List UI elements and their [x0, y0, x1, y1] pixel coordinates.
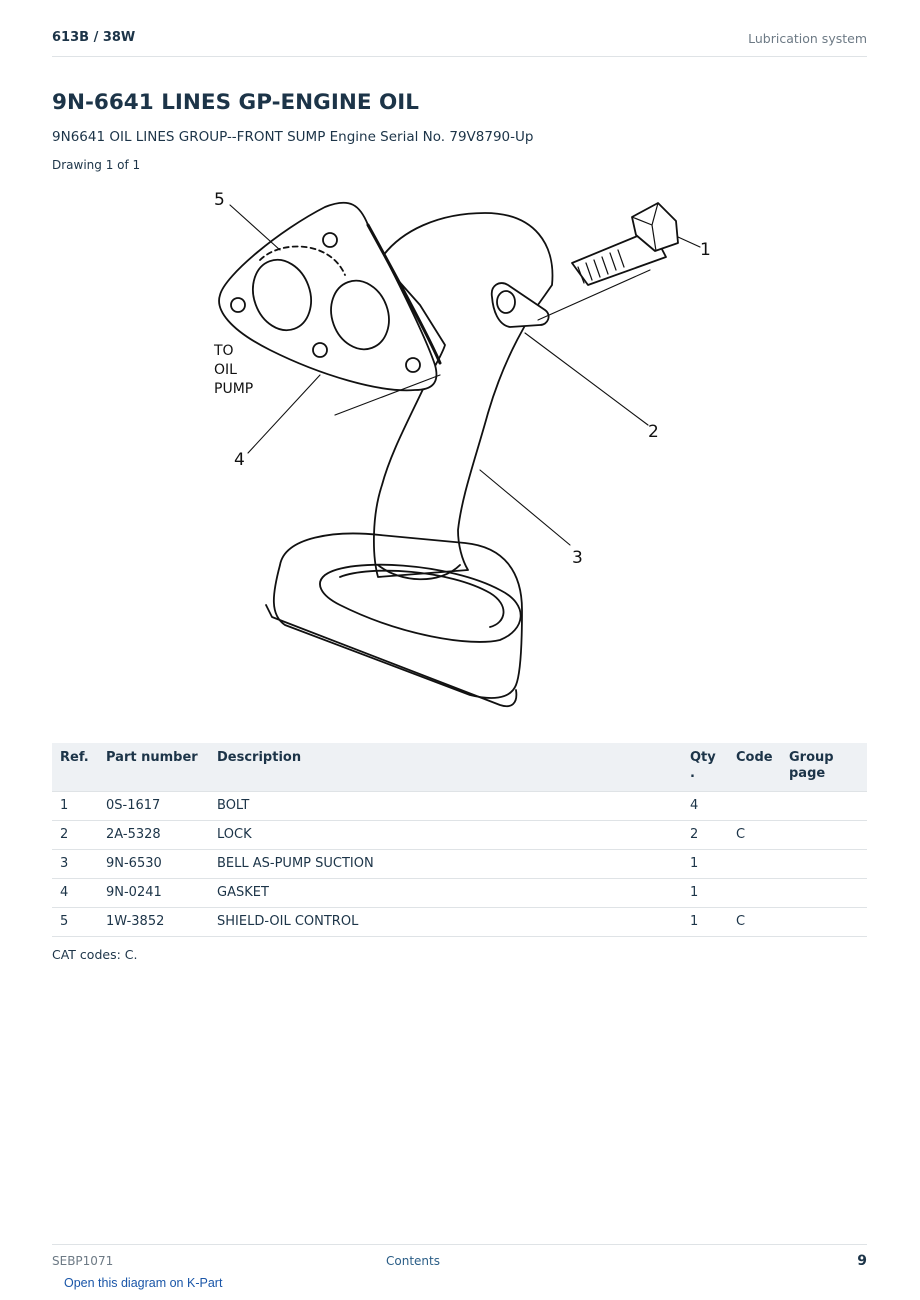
- elbow-tube-shape: [374, 213, 553, 577]
- cell-code: C: [728, 908, 781, 937]
- page-footer: [52, 1244, 867, 1275]
- header-code: Code: [728, 743, 781, 792]
- cell-description: LOCK: [209, 821, 682, 850]
- cell-part-number: 1W-3852: [98, 908, 209, 937]
- header-ref: Ref.: [52, 743, 98, 792]
- cell-code: C: [728, 821, 781, 850]
- cell-description: GASKET: [209, 879, 682, 908]
- cell-part-number: 0S-1617: [98, 792, 209, 821]
- cell-qty: 1: [682, 879, 728, 908]
- cell-group-page: [781, 792, 867, 821]
- parts-diagram-illustration: [200, 185, 720, 715]
- table-row: [52, 792, 867, 821]
- cell-qty: 4: [682, 792, 728, 821]
- cell-description: BOLT: [209, 792, 682, 821]
- annotation-line-3: PUMP: [214, 381, 254, 397]
- page-header: [52, 28, 867, 57]
- cell-ref: 5: [52, 908, 98, 937]
- parts-table-header: [52, 743, 867, 792]
- header-description: Description: [209, 743, 682, 792]
- callout-3: 3: [572, 548, 583, 568]
- cell-ref: 4: [52, 879, 98, 908]
- parts-table: [52, 743, 867, 937]
- cell-part-number: 9N-0241: [98, 879, 209, 908]
- cell-group-page: [781, 879, 867, 908]
- cell-code: [728, 792, 781, 821]
- page-number: 9: [857, 1253, 867, 1269]
- cell-part-number: 9N-6530: [98, 850, 209, 879]
- annotation-line-2: OIL: [214, 362, 237, 378]
- header-group-page: Group page: [781, 743, 867, 792]
- callout-4: 4: [234, 450, 245, 470]
- cell-qty: 2: [682, 821, 728, 850]
- callout-5: 5: [214, 190, 225, 210]
- cell-group-page: [781, 850, 867, 879]
- cell-group-page: [781, 908, 867, 937]
- callout-1: 1: [700, 240, 711, 260]
- flange-hole-bottom: [313, 343, 327, 357]
- model-label: 613B / 38W: [52, 30, 136, 45]
- cell-ref: 1: [52, 792, 98, 821]
- mounting-flange: [219, 203, 436, 391]
- header-qty: Qty .: [682, 743, 728, 792]
- cell-ref: 2: [52, 821, 98, 850]
- annotation-line-1: TO: [214, 343, 234, 359]
- page-title: 9N-6641 LINES GP-ENGINE OIL: [52, 90, 419, 115]
- cell-ref: 3: [52, 850, 98, 879]
- cell-group-page: [781, 821, 867, 850]
- drawing-label: Drawing 1 of 1: [52, 158, 141, 172]
- document-number: SEBP1071: [52, 1254, 114, 1268]
- table-row: [52, 879, 867, 908]
- callout-2: 2: [648, 422, 659, 442]
- table-row: [52, 908, 867, 937]
- cell-code: [728, 879, 781, 908]
- group-subtitle: 9N6641 OIL LINES GROUP--FRONT SUMP Engine Serial No. 79V8790-Up: [52, 129, 534, 145]
- contents-link[interactable]: Contents: [386, 1254, 440, 1268]
- cell-code: [728, 850, 781, 879]
- cell-description: SHIELD-OIL CONTROL: [209, 908, 682, 937]
- section-name: Lubrication system: [748, 31, 867, 46]
- suction-bell-base: [274, 534, 522, 698]
- cell-qty: 1: [682, 850, 728, 879]
- suction-bell-rim: [266, 605, 516, 706]
- flange-hole-right: [406, 358, 420, 372]
- open-in-kpart-link[interactable]: Open this diagram on K-Part: [64, 1276, 223, 1290]
- table-row: [52, 850, 867, 879]
- header-part-number: Part number: [98, 743, 209, 792]
- cat-codes-note: CAT codes: C.: [52, 947, 138, 962]
- suction-bell-inner: [320, 565, 521, 642]
- parts-diagram: [200, 185, 720, 715]
- table-row: [52, 821, 867, 850]
- cell-qty: 1: [682, 908, 728, 937]
- cell-part-number: 2A-5328: [98, 821, 209, 850]
- flange-hole-top: [323, 233, 337, 247]
- cell-description: BELL AS-PUMP SUCTION: [209, 850, 682, 879]
- flange-hole-left: [231, 298, 245, 312]
